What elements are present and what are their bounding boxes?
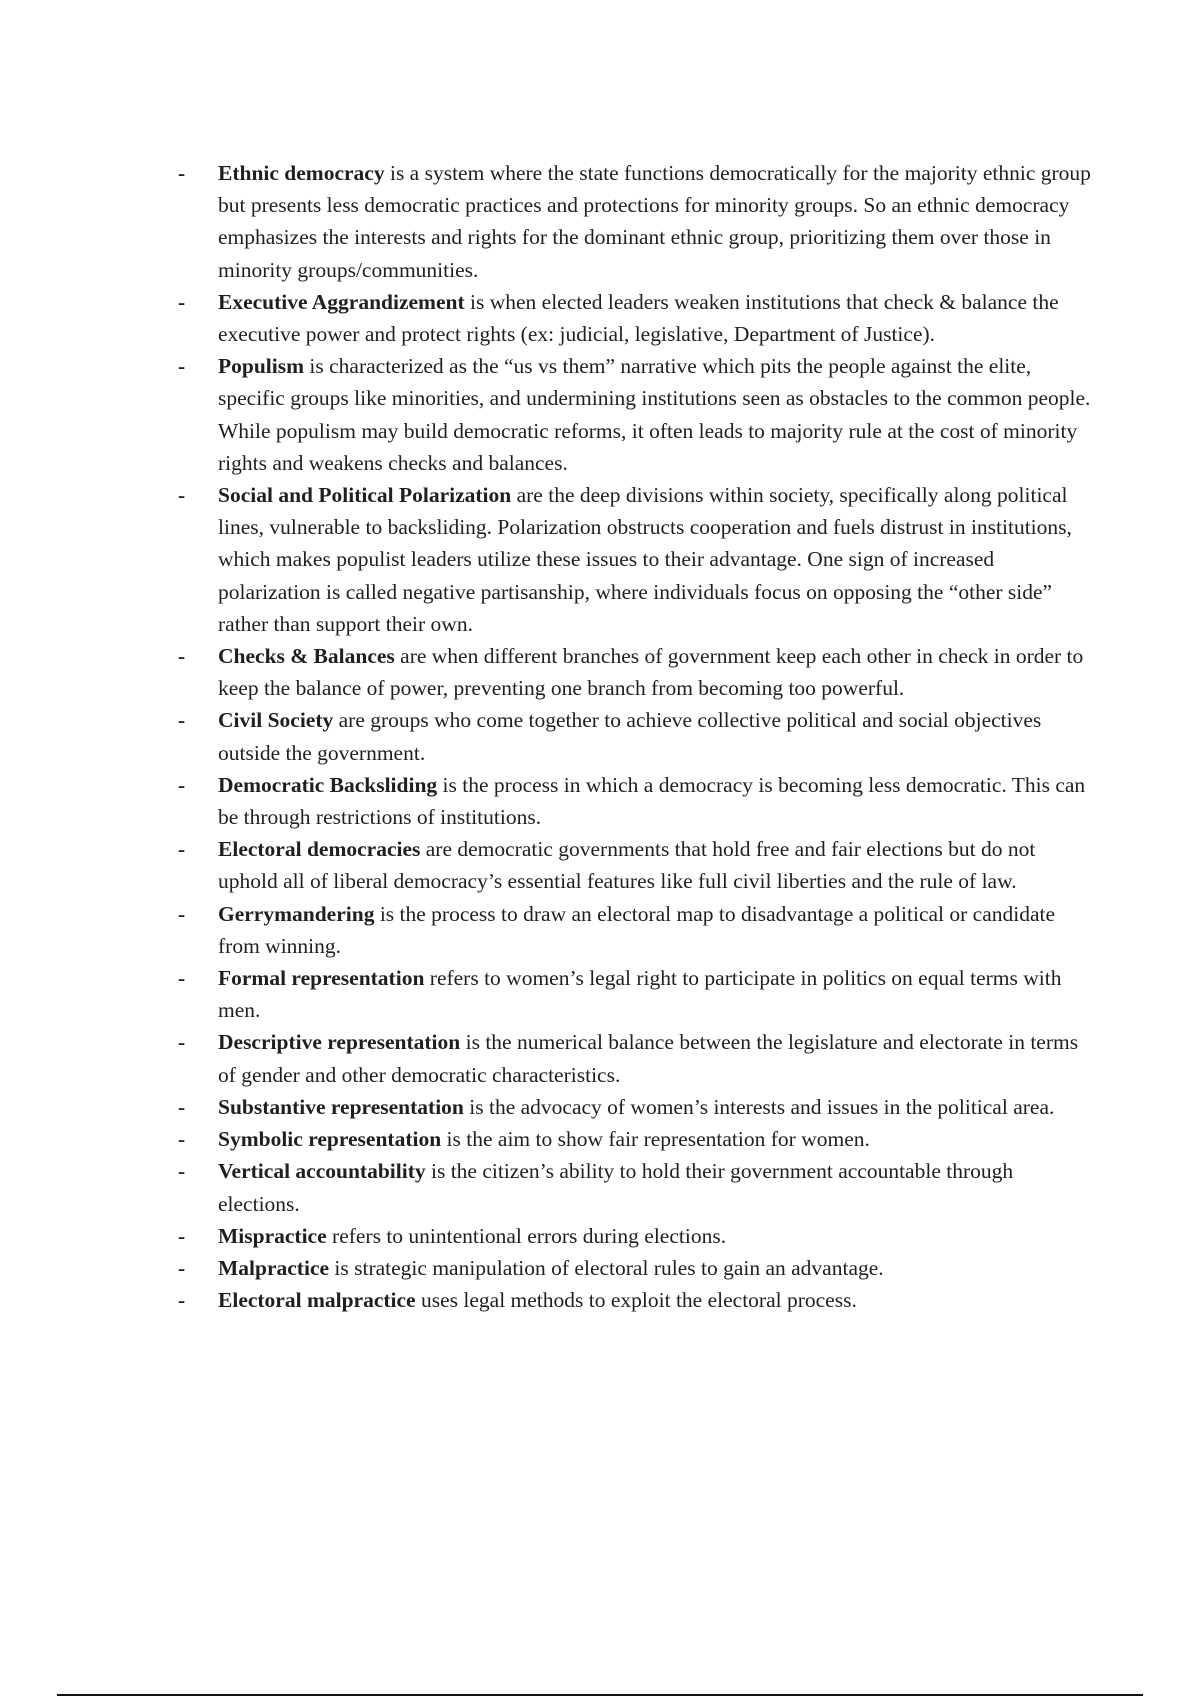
- term: Executive Aggrandizement: [218, 289, 465, 314]
- page-bottom-rule: [57, 1694, 1143, 1696]
- term: Checks & Balances: [218, 644, 395, 669]
- list-item: [178, 1252, 1098, 1284]
- definition: is the process to draw an electoral map to disadvantage a political or candidate from winning.: [218, 901, 1056, 958]
- bullet-dash: -: [178, 1255, 186, 1280]
- definition: is strategic manipulation of electoral rules to gain an advantage.: [329, 1255, 884, 1280]
- list-item: [178, 479, 1098, 640]
- bullet-dash: -: [178, 1094, 186, 1119]
- bullet-dash: -: [178, 1127, 186, 1152]
- definition: is a system where the state functions democratically for the majority ethnic group but presents less democratic practices and protections for minority groups. So an ethnic democracy emphasizes the interests and rights for the dominant ethnic group, prioritizing them over those in minority groups/communities.: [218, 161, 1091, 282]
- list-item: [178, 1220, 1098, 1252]
- term: Formal representation: [218, 966, 425, 991]
- term: Descriptive representation: [218, 1030, 461, 1055]
- bullet-dash: -: [178, 644, 186, 669]
- term: Populism: [218, 354, 305, 379]
- definition: is characterized as the “us vs them” narrative which pits the people against the elite, specific groups like minorities, and undermining institutions seen as obstacles to the common people. While populism may build democratic reforms, it often leads to majority rule at the cost of minority rights and weakens checks and balances.: [218, 354, 1091, 475]
- bullet-dash: -: [178, 837, 186, 862]
- bullet-dash: -: [178, 289, 186, 314]
- entry-text: [218, 479, 1098, 640]
- term: Substantive representation: [218, 1094, 464, 1119]
- list-item: [178, 704, 1098, 768]
- entry-text: [218, 1155, 1098, 1219]
- entry-text: [218, 640, 1098, 704]
- entry-text: [218, 1252, 1098, 1284]
- glossary-list: [178, 157, 1098, 1316]
- entry-text: [218, 286, 1098, 350]
- entry-text: [218, 898, 1098, 962]
- bullet-dash: -: [178, 354, 186, 379]
- term: Civil Society: [218, 708, 334, 733]
- bullet-dash: -: [178, 1159, 186, 1184]
- term: Electoral democracies: [218, 837, 421, 862]
- definition: are the deep divisions within society, specifically along political lines, vulnerable to backsliding. Polarization obstructs cooperation and fuels distrust in institutions, which makes populist leaders utilize these issues to their advantage. One sign of increased polarization is called negative partisanship, where individuals focus on opposing the “other side” rather than support their own.: [218, 483, 1072, 636]
- list-item: [178, 833, 1098, 897]
- bullet-dash: -: [178, 483, 186, 508]
- bullet-dash: -: [178, 901, 186, 926]
- term: Electoral malpractice: [218, 1288, 416, 1313]
- entry-text: [218, 1026, 1098, 1090]
- entry-text: [218, 1220, 1098, 1252]
- bullet-dash: -: [178, 1288, 186, 1313]
- definition: refers to unintentional errors during elections.: [326, 1223, 727, 1248]
- list-item: [178, 350, 1098, 479]
- term: Social and Political Polarization: [218, 483, 512, 508]
- bullet-dash: -: [178, 708, 186, 733]
- definition: is the advocacy of women’s interests and issues in the political area.: [463, 1094, 1055, 1119]
- bullet-dash: -: [178, 161, 186, 185]
- term: Symbolic representation: [218, 1127, 442, 1152]
- list-item: [178, 898, 1098, 962]
- term: Malpractice: [218, 1255, 330, 1280]
- entry-text: [218, 704, 1098, 768]
- definition: are democratic governments that hold free and fair elections but do not uphold all of liberal democracy’s essential features like full civil liberties and the rule of law.: [218, 837, 1036, 894]
- definition: uses legal methods to exploit the electoral process.: [415, 1288, 857, 1313]
- definition: are when different branches of government keep each other in check in order to keep the balance of power, preventing one branch from becoming too powerful.: [218, 644, 1084, 701]
- list-item: [178, 1123, 1098, 1155]
- term: Vertical accountability: [218, 1159, 426, 1184]
- definition: refers to women’s legal right to participate in politics on equal terms with men.: [218, 966, 1062, 1023]
- list-item: [178, 1091, 1098, 1123]
- entry-text: [218, 157, 1098, 286]
- definition: is when elected leaders weaken institutions that check & balance the executive power and protect rights (ex: judicial, legislative, Department of Justice).: [218, 289, 1059, 347]
- bullet-dash: -: [178, 1030, 186, 1055]
- list-item: [178, 286, 1098, 350]
- definition: is the process in which a democracy is becoming less democratic. This can be through restrictions of institutions.: [218, 772, 1086, 830]
- definition: is the aim to show fair representation for women.: [441, 1127, 870, 1152]
- entry-text: [218, 833, 1098, 897]
- bullet-dash: -: [178, 1223, 186, 1248]
- entry-text: [218, 962, 1098, 1026]
- entry-text: [218, 769, 1098, 833]
- entry-text: [218, 1123, 1098, 1155]
- term: Mispractice: [218, 1223, 327, 1248]
- list-item: [178, 769, 1098, 833]
- bullet-dash: -: [178, 966, 186, 991]
- entry-text: [218, 350, 1098, 479]
- bullet-dash: -: [178, 772, 186, 797]
- list-item: [178, 1155, 1098, 1219]
- list-item: [178, 157, 1098, 286]
- definition: is the numerical balance between the legislature and electorate in terms of gender and other democratic characteristics.: [218, 1030, 1079, 1087]
- definition: are groups who come together to achieve collective political and social objectives outside the government.: [218, 708, 1042, 765]
- term: Democratic Backsliding: [218, 772, 438, 797]
- entry-text: [218, 1284, 1098, 1316]
- list-item: [178, 1284, 1098, 1316]
- list-item: [178, 962, 1098, 1026]
- definition: is the citizen’s ability to hold their government accountable through elections.: [218, 1159, 1014, 1216]
- term: Ethnic democracy: [218, 161, 385, 185]
- term: Gerrymandering: [218, 901, 375, 926]
- list-item: [178, 640, 1098, 704]
- list-item: [178, 1026, 1098, 1090]
- entry-text: [218, 1091, 1098, 1123]
